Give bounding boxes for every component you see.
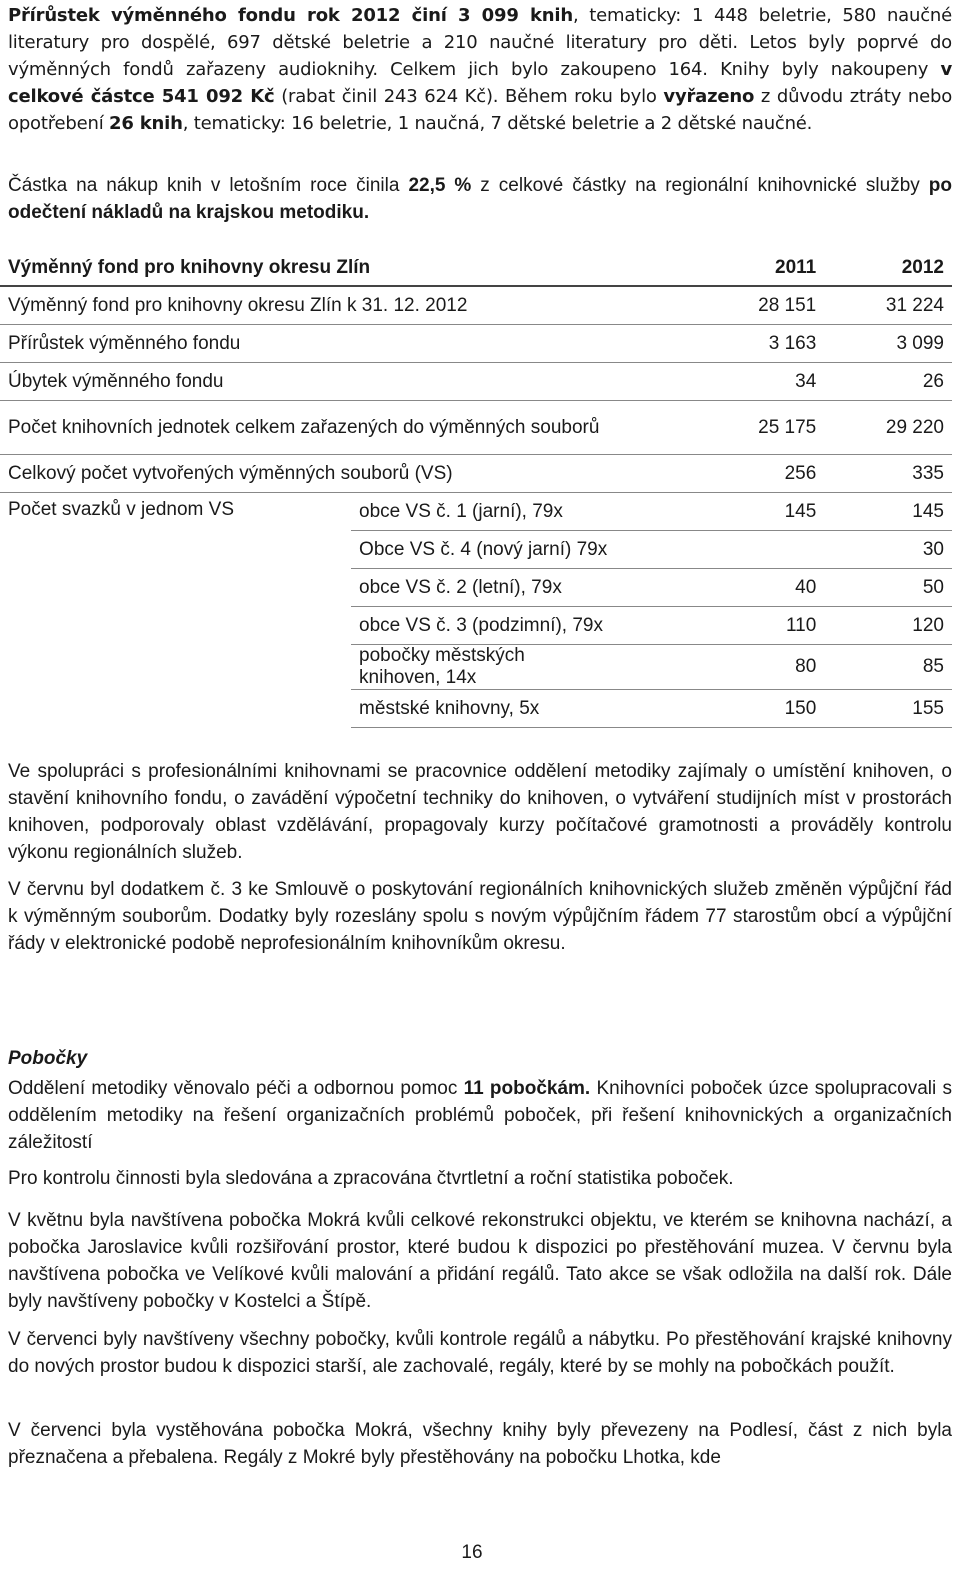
bold-acquisition: Přírůstek výměnného fondu rok 2012 činí 3 099 knih [8, 5, 573, 26]
subrow-value-2011: 80 [616, 645, 824, 690]
text-span: z důvodu ztráty nebo opotřebení [8, 86, 953, 134]
row-label [0, 401, 616, 455]
text-span: Částka na nákup knih v letošním roce činila [8, 175, 409, 196]
paragraph-july-visits: V červenci byly navštíveny všechny pobočky, kvůli kontrole regálů a nábytku. Po přestěhování krajské knihovny do nových prostor budou k dispozici starší, ale zachovalé, regály, které by se mohly na pobočkách použít. [8, 1329, 952, 1377]
bold-deduction: po odečtení nákladů na krajskou metodiku. [8, 175, 952, 223]
subrow-value-2011: 110 [616, 607, 824, 645]
subrow-label: obce VS č. 2 (letní), 79x [351, 569, 616, 607]
row-label: Celkový počet vytvořených výměnných souborů (VS) [0, 455, 616, 493]
subrow-label: pobočky městských knihoven, 14x [351, 645, 616, 690]
table-row [0, 325, 952, 363]
subrow-value-2011: 145 [616, 493, 824, 531]
row-value-2012: 335 [824, 455, 952, 493]
paragraph-budget [8, 172, 952, 226]
row-label: Přírůstek výměnného fondu [0, 325, 616, 363]
subrow-value-2011: 40 [616, 569, 824, 607]
text-span: , tematicky: 1 448 beletrie, 580 naučné literatury pro dospělé, 697 dětské beletrie a 210 naučné literatury pro děti. Letos byly poprvé do výměnných fondů zařazeny audioknihy. Celkem jich bylo zakoupeno 164. Knihy byly nakoupeny [8, 5, 952, 80]
table-header-label: Výměnný fond pro knihovny okresu Zlín [0, 250, 616, 286]
table-header-2012: 2012 [824, 250, 952, 286]
row-value-2011: 28 151 [616, 286, 824, 325]
text-span: Knihovníci poboček úzce spolupracovali s oddělením metodiky na řešení organizačních problémů poboček, při řešení knihovnických a organizačních záležitostí [8, 1078, 952, 1153]
subrow-label: obce VS č. 1 (jarní), 79x [351, 493, 616, 531]
paragraph-branches-care [8, 1075, 952, 1156]
table-row [0, 363, 952, 401]
text-span: (rabat činil 243 624 Kč). Během roku bylo [274, 86, 664, 107]
paragraph-acquisition [8, 2, 952, 137]
paragraph-cooperation: Ve spolupráci s profesionálními knihovnami se pracovnice oddělení metodiky zajímaly o umístění knihoven, o stavění knihovního fondu, o zavádění výpočetní techniky do knihoven, o vytváření studijních míst v prostorách knihoven, podporovaly oblast vzdělávání, propagovaly kurzy počítačové gramotnosti a prováděly kontrolu výkonu regionálních služeb. [8, 761, 952, 863]
subrow-label: obce VS č. 3 (podzimní), 79x [351, 607, 616, 645]
subrow-value-2012: 145 [824, 493, 952, 531]
table-header-2011: 2011 [616, 250, 824, 286]
bold-percent: 22,5 % [408, 175, 472, 196]
text-span: , tematicky: 16 beletrie, 1 naučná, 7 dětské beletrie a 2 dětské naučné. [182, 113, 813, 134]
paragraph-amendment: V červnu byl dodatkem č. 3 ke Smlouvě o poskytování regionálních knihovnických služeb změněn výpůjční řád k výměnným souborům. Dodatky byly rozeslány spolu s novým výpůjčním řádem 77 starostům obcí a výpůjční řády v elektronické podobě neprofesionálním knihovníkům okresu. [8, 879, 952, 954]
bold-discarded: vyřazeno [663, 86, 755, 107]
subrow-value-2012: 85 [824, 645, 952, 690]
row-value-2011: 256 [616, 455, 824, 493]
page-number: 16 [461, 1542, 483, 1563]
subrow-value-2012: 120 [824, 607, 952, 645]
table-header-row [0, 250, 952, 286]
row-value-2011: 34 [616, 363, 824, 401]
row-label: Úbytek výměnného fondu [0, 363, 616, 401]
exchange-fund-table [0, 250, 952, 728]
table-row [0, 455, 952, 493]
row-value-2012: 29 220 [824, 401, 952, 455]
text-span: Oddělení metodiky věnovalo péči a odbornou pomoc [8, 1078, 464, 1099]
subrow-value-2012: 30 [824, 531, 952, 569]
row-label: Výměnný fond pro knihovny okresu Zlín k 31. 12. 2012 [0, 286, 616, 325]
row-value-2011: 25 175 [616, 401, 824, 455]
paragraph-mokra-move: V červenci byla vystěhována pobočka Mokrá, všechny knihy byly převezeny na Podlesí, část z nich byla přeznačena a přebalena. Regály z Mokré byly přestěhovány na pobočku Lhotka, kde [8, 1420, 952, 1468]
subrow-value-2011: 150 [616, 690, 824, 728]
table-row [0, 401, 952, 455]
paragraph-may-visits: V květnu byla navštívena pobočka Mokrá kvůli celkové rekonstrukci objektu, ve kterém se knihovna nachází, a pobočka Jaroslavice kvůli rozšiřování prostor, které budou k dispozici po přestěhování muzea. V červnu byla navštívena pobočka ve Velíkové kvůli malování a přidání regálů. Tato akce se však odložila na další rok. Dále byly navštíveny pobočky v Kostelci a Štípě. [8, 1210, 952, 1312]
table-subrow [0, 493, 952, 531]
bold-branches-count: 11 pobočkám. [463, 1078, 591, 1099]
subrow-value-2012: 155 [824, 690, 952, 728]
bold-count: 26 knih [109, 113, 183, 134]
bold-total: v celkové částce 541 092 Kč [8, 59, 952, 107]
table-row [0, 286, 952, 325]
text-span: z celkové částky na regionální knihovnické služby [471, 175, 929, 196]
paragraph-statistics: Pro kontrolu činnosti byla sledována a zpracována čtvrtletní a roční statistika poboček. [8, 1168, 734, 1189]
group-label: Počet svazků v jednom VS [8, 499, 234, 520]
row-value-2012: 3 099 [824, 325, 952, 363]
row-value-2012: 31 224 [824, 286, 952, 325]
section-heading-branches: Pobočky [8, 1048, 88, 1069]
row-label-text: Počet knihovních jednotek celkem zařazených do výměnných souborů [8, 417, 600, 438]
subrow-value-2012: 50 [824, 569, 952, 607]
subrow-label: městské knihovny, 5x [351, 690, 616, 728]
row-value-2011: 3 163 [616, 325, 824, 363]
subrow-label: Obce VS č. 4 (nový jarní) 79x [351, 531, 616, 569]
subrow-value-2011 [616, 531, 824, 569]
row-value-2012: 26 [824, 363, 952, 401]
